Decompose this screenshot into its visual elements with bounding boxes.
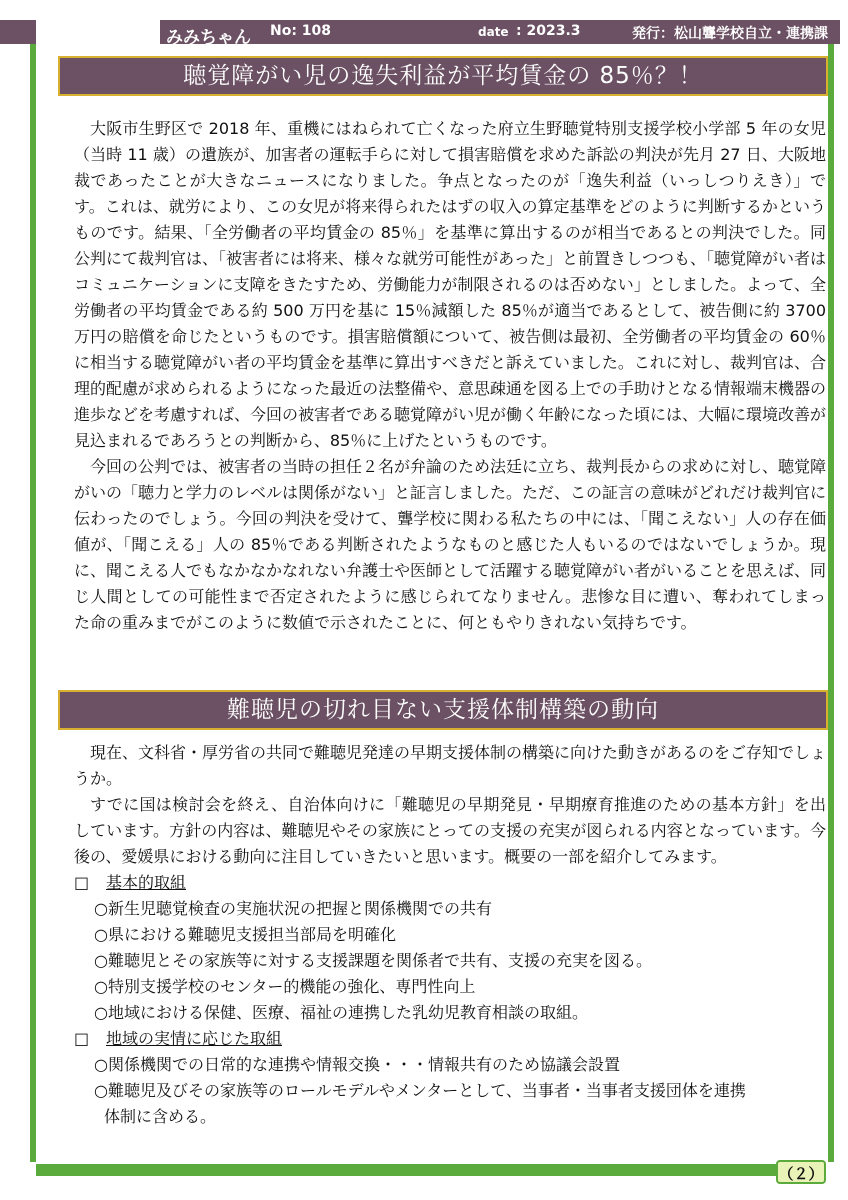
group-heading (74, 1026, 826, 1052)
issue-date: : 2023.3 (516, 23, 581, 39)
section-title: 難聴児の切れ目ない支援体制構築の動向 (58, 690, 828, 730)
group-heading-text: 地域の実情に応じた取組 (106, 1029, 283, 1048)
checkbox-square-icon: □ (74, 873, 90, 892)
list-item-continuation: 体制に含める。 (104, 1107, 217, 1126)
left-side-rule (30, 44, 36, 1162)
paragraph: すでに国は検討会を終え、自治体向けに「難聴児の早期発見・早期療育推進のための基本方針」を出しています。方針の内容は、難聴児やその家族にとっての支援の充実が図られる内容となっています。今後の、愛媛県における動向に注目していきたいと思います。概要の一部を紹介してみます。 (74, 795, 826, 866)
page-number: （２） (776, 1160, 826, 1184)
bottom-rule (36, 1164, 776, 1176)
newsletter-header (160, 20, 840, 48)
group-heading-text: 基本的取組 (106, 873, 187, 892)
section-title: 聴覚障がい児の逸失利益が平均賃金の 85％？！ (58, 56, 828, 96)
paragraph: 今回の公判では、被害者の当時の担任２名が弁論のため法廷に立ち、裁判長からの求めに対し、聴覚障がいの「聴力と学力のレベルは関係がない」と証言しました。ただ、この証言の意味がどれだけ裁判官に伝わったのでしょう。今回の判決を受けて、聾学校に関わる私たちの中には、「聞こえない」人の存在価値が、「聞こえる」人の 85％である判断されたようなものと感じた人もいるのではないでしょうか。現に、聞こえる人でもなかなかなれない弁護士や医師として活躍する聴覚障がい者がいることを思えば、同じ人間としての可能性まで否定されたように感じられてなりません。悲惨な目に遭い、奪われてしまった命の重みまでがこのように数値で示されたことに、何ともやりきれない気持ちです。 (74, 457, 827, 632)
list-item: ○難聴児及びその家族等のロールモデルやメンターとして、当事者・当事者支援団体を連携 (94, 1081, 746, 1100)
list-item: ○特別支援学校のセンター的機能の強化、専門性向上 (94, 977, 476, 996)
issue-number: No: 108 (270, 23, 332, 39)
right-side-rule (828, 44, 834, 1162)
list-item: ○県における難聴児支援担当部局を明確化 (94, 925, 396, 944)
list-item: ○難聴児とその家族等に対する支援課題を関係者で共有、支援の充実を図る。 (94, 951, 652, 970)
group-heading (74, 870, 826, 896)
newsletter-name: みみちゃん (166, 28, 251, 48)
list-item: ○地域における保健、医療、福祉の連携した乳幼児教育相談の取組。 (94, 1003, 588, 1022)
paragraph: 現在、文科省・厚労省の共同で難聴児発達の早期支援体制の構築に向けた動きがあるのをご存知でしょうか。 (74, 743, 827, 788)
list-item: ○関係機関での日常的な連携や情報交換・・・情報共有のため協議会設置 (94, 1055, 620, 1074)
article-body (74, 116, 826, 636)
checkbox-square-icon: □ (74, 1029, 90, 1048)
paragraph: 大阪市生野区で 2018 年、重機にはねられて亡くなった府立生野聴覚特別支援学校小学部 5 年の女児（当時 11 歳）の遺族が、加害者の運転手らに対して損害賠償を求めた訴訟の判決が先月 27 日、大阪地裁であったことが大きなニュースになりました。争点となったのが「逸失利益（いっしつりえき）」です。これは、就労により、この女児が将来得られたはずの収入の算定基準をどのように判断するかというものです。結果、「全労働者の平均賃金の 85％」を基準に算出するのが相当であるとの判決でした。同公判にて裁判官は、「被害者には将来、様々な就労可能性があった」と前置きしつつも、「聴覚障がい者はコミュニケーションに支障をきたすため、労働能力が制限されるのは否めない」としました。よって、全労働者の平均賃金である約 500 万円を基に 15％減額した 85％が適当であるとして、被告側に約 3700 万円の賠償を命じたというものです。損害賠償額について、被告側は最初、全労働者の平均賃金の 60％に相当する聴覚障がい者の平均賃金を基準に算出すべきだと訴えていました。これに対し、裁判官は、合理的配慮が求められるようになった最近の法整備や、意思疎通を図る上での手助けとなる情報端末機器の進歩などを考慮すれば、今回の被害者である聴覚障がい児が働く年齢になった頃には、大幅に環境改善が見込まれるであろうとの判断から、85％に上げたというものです。 (74, 119, 827, 450)
article-body (74, 740, 826, 1130)
date-label: date (478, 25, 509, 39)
list-item: ○新生児聴覚検査の実施状況の把握と関係機関での共有 (94, 899, 492, 918)
publisher: 発行：松山聾学校自立・連携課 (632, 26, 828, 42)
header-left-rule (0, 20, 36, 44)
